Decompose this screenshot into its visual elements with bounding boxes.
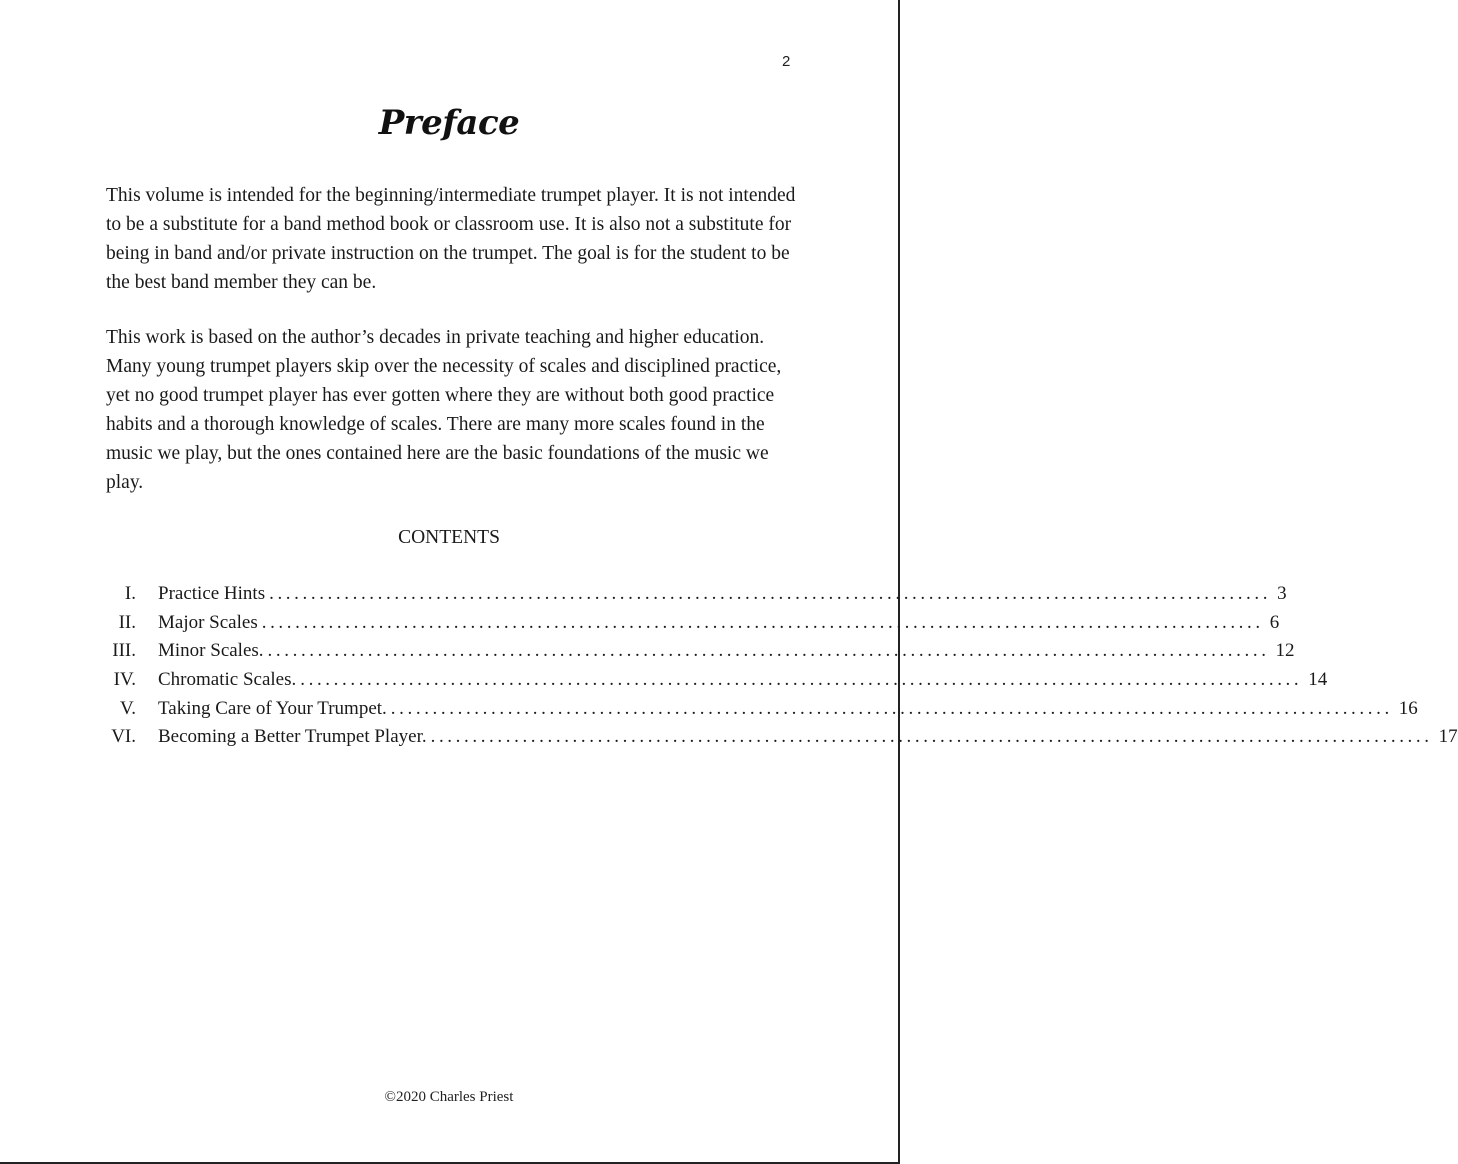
toc-leader-dots: ........................................................................................................................ [430,726,1433,748]
toc-entry-number: IV. [113,669,136,691]
toc-entry-number: II. [118,611,136,633]
toc-entry [100,583,1287,612]
toc-leader-dots: ........................................................................................................................ [261,611,1264,633]
toc-entry-page: 6 [1269,611,1280,633]
toc-entry-number: III. [112,640,136,662]
page-title: Preface [378,103,520,143]
toc-entry [100,611,1280,641]
toc-leader-dots: ........................................................................................................................ [300,669,1303,691]
copyright-footer: ©2020 Charles Priest [384,1089,514,1105]
toc-entry-title: Becoming a Better Trumpet Player. [158,726,427,748]
preface-paragraph-2: This work is based on the author’s decades in private teaching and higher education. Many young trumpet players skip over the necessity of scales and disciplined practice, yet no good trumpet player has ever gotten where they are without both good practice habits and a thorough knowledge of scales. There are many more scales found in the music we play, but the ones contained here are the basic foundations of the music we play. [106,327,782,493]
toc-entry-page: 17 [1438,726,1458,748]
toc-entry [100,726,1458,755]
toc-entry-title: Chromatic Scales. [158,669,297,691]
toc-entry-title: Major Scales [158,611,258,633]
preface-paragraph-1: This volume is intended for the beginning/intermediate trumpet player. It is not intended to be a substitute for a band method book or classroom use. It is also not a substitute for being in band and/or private instruction on the trumpet. The goal is for the student to be the best band member they can be. [106,185,796,293]
toc-leader-dots: ........................................................................................................................ [390,697,1393,719]
toc-entry-number: I. [124,583,136,604]
toc-entry-page: 3 [1277,583,1287,604]
toc-entry [100,669,1328,698]
table-of-contents [100,583,1458,755]
toc-leader-dots: ........................................................................................................................ [269,583,1272,604]
toc-entry-page: 16 [1398,697,1418,719]
contents-heading: CONTENTS [398,527,500,548]
toc-entry [100,640,1295,669]
toc-entry-title: Minor Scales. [158,640,264,662]
toc-entry-title: Taking Care of Your Trumpet. [158,697,387,719]
toc-entry-number: V. [119,697,136,719]
page-number: 2 [782,53,791,70]
toc-entry [100,697,1418,727]
toc-entry-page: 14 [1308,669,1328,691]
toc-entry-title: Practice Hints [158,583,266,604]
toc-entry-number: VI. [111,726,136,748]
toc-entry-page: 12 [1275,640,1295,662]
toc-leader-dots: ........................................................................................................................ [267,640,1270,662]
